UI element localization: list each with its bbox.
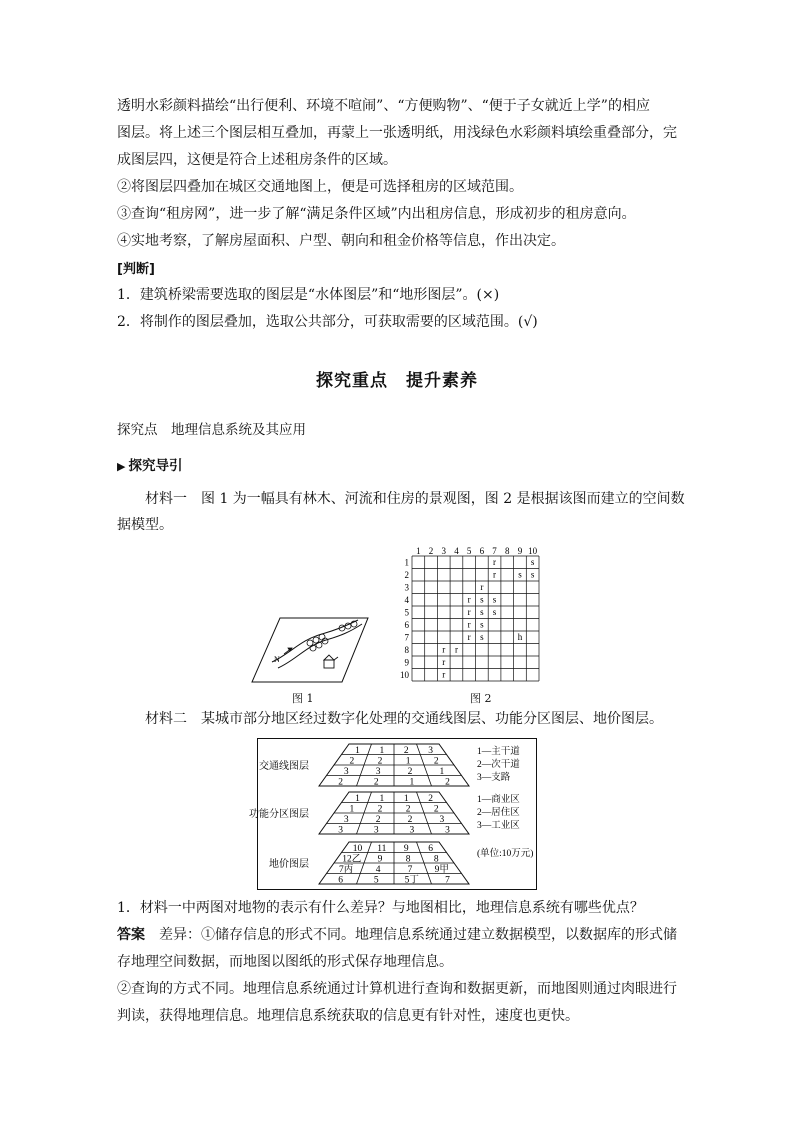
layer-cell-value: 1 — [409, 777, 415, 788]
grid-row-label: 5 — [404, 607, 409, 618]
grid-cell-value: s — [518, 569, 522, 580]
layer-legend-item: 2—居住区 — [477, 808, 520, 818]
grid-cell-value: s — [492, 607, 497, 617]
layer-cell-value: 9 — [403, 843, 409, 854]
figure-2-grid — [370, 543, 550, 688]
layer-cell-value: 10 — [352, 843, 363, 854]
layer-label: 交通线图层 — [259, 761, 309, 772]
grid-col-label: 3 — [441, 546, 446, 556]
grid-cell-value: r — [442, 669, 446, 680]
layer-cell-value: 1 — [355, 745, 360, 756]
grid-cell-value: r — [467, 632, 471, 642]
grid-row-label: 6 — [404, 620, 409, 630]
layer-cell-value: 1 — [403, 793, 409, 804]
grid-cell-value: h — [517, 632, 523, 642]
grid-col-label: 6 — [479, 546, 485, 556]
grid-cell-value: s — [530, 569, 535, 580]
layer-cell-value: 3 — [445, 825, 450, 836]
grid-col-label: 9 — [517, 546, 523, 556]
layer-cell-value: 6 — [428, 843, 433, 854]
figure-1-landscape — [250, 610, 370, 688]
judge-item-2: 2．将制作的图层叠加，选取公共部分，可获取需要的区域范围。(√) — [117, 314, 538, 330]
layer-cell-value: 2 — [375, 814, 381, 825]
layer-cell-value: 1 — [355, 793, 360, 804]
layer-cell-value: 3 — [373, 825, 379, 836]
grid-cell-value: s — [492, 594, 497, 605]
grid-cell-value: r — [480, 582, 484, 592]
layer-cell-value: 2 — [349, 756, 355, 767]
layer-cell-value: 1 — [439, 766, 445, 777]
grid-cell-value: s — [480, 619, 484, 630]
layer-cell-value: 6 — [338, 875, 343, 886]
intro-line-2: 图层。将上述三个图层相互叠加，再蒙上一张透明纸，用浅绿色水彩颜料填绘重叠部分，完 — [117, 125, 677, 141]
layer-cell-value: 2 — [405, 804, 411, 815]
layer-cell-value: 3 — [428, 745, 433, 756]
layer-legend-item: 3—工业区 — [477, 821, 520, 831]
grid-row-label: 7 — [404, 632, 409, 643]
layer-cell-value: 3 — [343, 766, 349, 777]
north-label: N — [274, 655, 280, 664]
layer-legend-item: 1—主干道 — [477, 747, 520, 757]
layer-cell-value: 2 — [377, 756, 383, 767]
material1-line-1: 材料一 图 1 为一幅具有林木、河流和住房的景观图，图 2 是根据该图而建立的空间数 — [145, 491, 685, 507]
layer-legend-item: (单位:10万元) — [477, 849, 534, 859]
grid-row-label: 8 — [404, 645, 409, 655]
layer-cell-value: 12乙 — [342, 854, 362, 865]
layer-cell-value: 3 — [409, 825, 415, 836]
grid-row-label: 9 — [404, 657, 409, 668]
grid-cell-value: s — [480, 632, 484, 642]
layer-cell-value: 1 — [379, 745, 385, 756]
explore-guide — [117, 454, 182, 474]
layer-cell-value: 9 — [377, 854, 383, 865]
grid-col-label: 7 — [492, 546, 497, 556]
layer-cell-value: 1 — [349, 804, 355, 815]
grid-col-label: 1 — [416, 546, 421, 556]
layer-cell-value: 3 — [439, 814, 445, 825]
explore-point: 探究点 地理信息系统及其应用 — [117, 422, 306, 438]
layer-cell-value: 8 — [405, 854, 411, 865]
guide-label: 探究导引 — [128, 458, 183, 474]
grid-cell-value: s — [530, 557, 535, 567]
layer-cell-value: 2 — [407, 814, 413, 825]
layer-cell-value: 2 — [428, 793, 433, 804]
grid-cell-value: s — [480, 607, 484, 617]
grid-row-label: 1 — [404, 557, 409, 568]
layer-cell-value: 2 — [338, 777, 343, 788]
judge-item-1: 1．建筑桥梁需要选取的图层是“水体图层”和“地形图层”。(×) — [117, 287, 500, 303]
layer-cell-value: 7丙 — [339, 864, 354, 875]
section-title: 探究重点 提升素养 — [316, 371, 478, 391]
layer-label: 功能分区图层 — [249, 809, 309, 820]
play-icon: ▶ — [117, 460, 126, 473]
layer-cell-value: 1 — [405, 756, 411, 767]
question-1: 1．材料一中两图对地物的表示有什么差异？与地图相比，地理信息系统有哪些优点？ — [117, 900, 644, 916]
layer-cell-value: 2 — [403, 745, 409, 756]
intro-step-4: ④实地考察，了解房屋面积、户型、朝向和租金价格等信息，作出决定。 — [117, 233, 565, 249]
layer-cell-value: 2 — [433, 804, 439, 815]
layer-label: 地价图层 — [269, 859, 309, 870]
layer-cell-value: 3 — [375, 766, 381, 777]
grid-cell-value: r — [493, 569, 497, 580]
river-bank — [278, 624, 362, 668]
layer-cell-value: 2 — [407, 766, 413, 777]
intro-line-3: 成图层四，这便是符合上述租房条件的区域。 — [117, 152, 397, 168]
grid-cell-value: r — [467, 619, 471, 630]
answer-line-2: 存地理空间数据，而地图以图纸的形式保存地理信息。 — [117, 954, 453, 970]
grid-cell-value: r — [467, 607, 471, 617]
grid-row-label: 10 — [400, 670, 409, 680]
intro-step-2: ②将图层四叠加在城区交通地图上，便是可选择租房的区域范围。 — [117, 179, 523, 195]
grid-row-label: 2 — [404, 570, 409, 580]
grid-col-label: 8 — [505, 546, 510, 556]
grid-cell-value: r — [467, 594, 471, 605]
grid-col-label: 10 — [528, 546, 538, 556]
answer-label: 答案 — [117, 927, 145, 943]
intro-line-1: 透明水彩颜料描绘“出行便利、环境不喧闹”、“方便购物”、“便于子女就近上学”的相应 — [117, 98, 650, 114]
layer-cell-value: 8 — [433, 854, 439, 865]
layer-legend-item: 1—商业区 — [477, 795, 520, 805]
layer-cell-value: 2 — [445, 777, 450, 788]
grid-col-label: 2 — [428, 546, 434, 556]
grid-cell-value: r — [442, 657, 446, 667]
material1-line-2: 据模型。 — [117, 517, 173, 533]
layer-cell-value: 5丁 — [404, 875, 419, 886]
layer-cell-value: 3 — [338, 825, 343, 836]
layer-legend-item: 2—次干道 — [477, 760, 520, 770]
grid-col-label: 4 — [454, 546, 459, 556]
grid-col-label: 5 — [466, 546, 472, 556]
layer-cell-value: 2 — [377, 804, 383, 815]
figure-1-caption: 图 1 — [292, 692, 314, 705]
grid-cell-value: r — [454, 644, 458, 655]
house — [324, 655, 338, 668]
layer-cell-value: 3 — [343, 814, 349, 825]
layer-cell-value: 5 — [373, 875, 379, 886]
layer-cell-value: 7 — [407, 864, 413, 875]
layers-diagram — [249, 738, 537, 890]
layer-cell-value: 2 — [433, 756, 439, 767]
answer-line-1 — [117, 922, 677, 949]
material2-text: 材料二 某城市部分地区经过数字化处理的交通线图层、功能分区图层、地价图层。 — [145, 711, 663, 727]
grid-cell-value: r — [493, 557, 497, 567]
answer-text-1: 差异：①储存信息的形式不同。地理信息系统通过建立数据模型，以数据库的形式储 — [159, 927, 677, 943]
grid-row-label: 4 — [404, 595, 409, 605]
layer-cell-value: 11 — [377, 843, 387, 854]
layer-cell-value: 4 — [375, 864, 381, 875]
grid-cell-value: s — [480, 594, 484, 605]
layer-cell-value: 9甲 — [434, 864, 449, 875]
answer-line-4: 判读，获得地理信息。地理信息系统获取的信息更有针对性，速度也更快。 — [117, 1008, 579, 1024]
answer-line-3: ②查询的方式不同。地理信息系统通过计算机进行查询和数据更新，而地图则通过肉眼进行 — [117, 981, 677, 997]
layer-cell-value: 2 — [373, 777, 379, 788]
layer-legend-item: 3—支路 — [477, 773, 511, 783]
layer-cell-value: 1 — [379, 793, 385, 804]
judge-label: [判断] — [117, 262, 155, 277]
grid-cell-value: r — [442, 644, 446, 655]
figure-2-caption: 图 2 — [470, 692, 492, 705]
intro-step-3: ③查询“租房网”，进一步了解“满足条件区域”内出租房信息，形成初步的租房意向。 — [117, 206, 636, 222]
layer-cell-value: 7 — [445, 875, 450, 886]
grid-row-label: 3 — [404, 582, 409, 593]
